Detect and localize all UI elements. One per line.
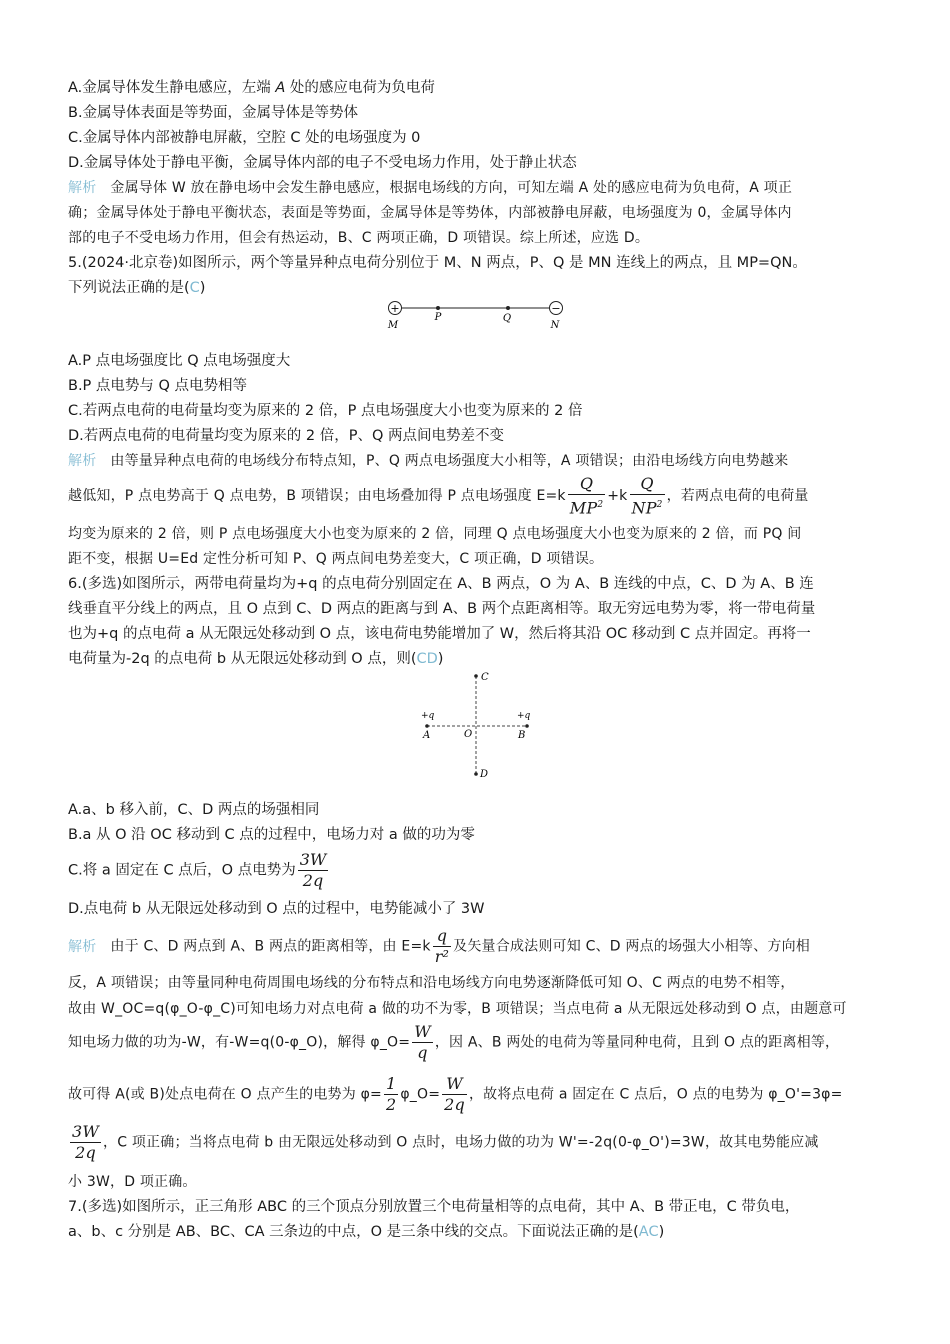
- q4-option-d: D.金属导体处于静电平衡，金属导体内部的电子不受电场力作用，处于静止状态: [68, 155, 577, 171]
- fraction-q-np2: $\frac{Q}{NP^2}$: [631, 474, 663, 518]
- q6-option-c: C.将 a 固定在 C 点后，O 点电势为 $\frac{3W}{2q}$: [68, 850, 327, 890]
- point-b: [525, 724, 529, 728]
- fraction-w-q: $\frac{W}{q}$: [414, 1022, 431, 1062]
- label-plus-q-a: +q: [421, 711, 435, 721]
- q4-option-c: C.金属导体内部被静电屏蔽，空腔 C 处的电场强度为 0: [68, 130, 421, 146]
- label-m: M: [387, 320, 399, 331]
- q6-stem-line-4: 电荷量为-2q 的点电荷 b 从无限远处移动到 O 点，则(CD): [68, 651, 444, 667]
- q5-stem-line-2: 下列说法正确的是(C): [68, 280, 206, 296]
- q6-figure: [415, 670, 540, 782]
- q5-option-d: D.若两点电荷的电荷量均变为原来的 2 倍，P、Q 两点间电势差不变: [68, 428, 504, 444]
- label-o: O: [464, 729, 473, 740]
- solution-tag: 解析: [68, 453, 97, 469]
- point-c: [474, 674, 478, 678]
- svg-text:+: +: [390, 302, 400, 315]
- q4-solution-line-2: 确；金属导体处于静电平衡状态，表面是等势面，金属导体是等势体，内部被静电屏蔽，电场强度为 0，金属导体内: [68, 205, 792, 221]
- label-p: P: [434, 312, 442, 323]
- label-plus-q-b: +q: [517, 711, 531, 721]
- q6-answer: CD: [416, 651, 438, 667]
- q5-solution-line-4: 距不变，根据 U=Ed 定性分析可知 P、Q 两点间电势差变大，C 项正确，D 项错误。: [68, 551, 604, 567]
- q6-solution-line-3: 故由 W_OC=q(φ_O-φ_C)可知电场力对点电荷 a 做的功不为零，B 项错误；当点电荷 a 从无限远处移动到 O 点，由题意可: [68, 1001, 847, 1017]
- q5-option-a: A.P 点电场强度比 Q 点电场强度大: [68, 353, 291, 369]
- q5-stem-line-1: 5.(2024·北京卷)如图所示，两个等量异种点电荷分别位于 M、N 两点，P、Q 是 MN 连线上的两点，且 MP=QN。: [68, 255, 807, 271]
- point-q: [506, 306, 510, 310]
- q6-option-d: D.点电荷 b 从无限远处移动到 O 点的过程中，电势能减小了 3W: [68, 901, 485, 917]
- label-b: B: [518, 730, 526, 741]
- label-a: A: [423, 730, 431, 741]
- q5-solution-line-3: 均变为原来的 2 倍，则 P 点电场强度大小也变为原来的 2 倍，同理 Q 点电场强度大小也变为原来的 2 倍，而 PQ 间: [68, 526, 802, 542]
- q6-stem-line-3: 也为+q 的点电荷 a 从无限远处移动到 O 点，该电荷电势能增加了 W，然后将其沿 OC 移动到 C 点并固定。再将一: [68, 626, 811, 642]
- q5-answer: C: [189, 280, 200, 296]
- q6-option-b: B.a 从 O 沿 OC 移动到 C 点的过程中，电场力对 a 做的功为零: [68, 827, 475, 843]
- label-q: Q: [502, 313, 512, 324]
- q4-option-a: A.金属导体发生静电感应，左端 A 处的感应电荷为负电荷: [68, 80, 435, 96]
- q6-stem-line-2: 线垂直平分线上的两点，且 O 点到 C、D 两点的距离与到 A、B 两个点距离相等。取无穷远电势为零，将一带电荷量: [68, 601, 816, 617]
- q5-solution-line-2: 越低知，P 点电势高于 Q 点电势，B 项错误；由电场叠加得 P 点电场强度 E=k $\frac{Q}{MP^2}$ +k $\frac{Q}{NP^2}$ ，若两点电荷的电荷量: [68, 474, 809, 518]
- q6-option-a: A.a、b 移入前，C、D 两点的场强相同: [68, 802, 320, 818]
- q5-option-c: C.若两点电荷的电荷量均变为原来的 2 倍，P 点电场强度大小也变为原来的 2 倍: [68, 403, 583, 419]
- point-d: [474, 772, 478, 776]
- label-d: D: [480, 769, 489, 780]
- label-c: C: [481, 672, 489, 683]
- solution-tag: 解析: [68, 180, 97, 196]
- q4-option-b: B.金属导体表面是等势面，金属导体是等势体: [68, 105, 359, 121]
- fraction-w-2q: $\frac{W}{2q}$: [444, 1074, 465, 1114]
- fraction-3w-2q: $\frac{3W}{2q}$: [299, 850, 327, 890]
- q6-solution-line-2: 反，A 项错误；由等量同种电荷周围电场线的分布特点和沿电场线方向电势逐渐降低可知 O、C 两点的电势不相等，: [68, 975, 795, 991]
- fraction-q-r2: $\frac{q}{\text{r²}}$: [434, 926, 450, 966]
- q6-solution-line-4: 知电场力做的功为-W，有-W=q(0-φ_O)，解得 φ_O= $\frac{W}{q}$ ，因 A、B 两处的电荷为等量同种电荷，且到 O 点的距离相等，: [68, 1022, 840, 1062]
- q6-solution-line-1: 解析 由于 C、D 两点到 A、B 两点的距离相等，由 E=k $\frac{q}{\text{r²}}$ 及矢量合成法则可知 C、D 两点的场强大小相等、方向相: [68, 926, 811, 966]
- q5-option-b: B.P 点电势与 Q 点电势相等: [68, 378, 248, 394]
- point-a: [425, 724, 429, 728]
- fraction-q-mp2: $\frac{Q}{MP^2}$: [569, 474, 604, 518]
- q7-stem-line-1: 7.(多选)如图所示，正三角形 ABC 的三个顶点分别放置三个电荷量相等的点电荷，其中 A、B 带正电，C 带负电，: [68, 1199, 800, 1215]
- q6-stem-line-1: 6.(多选)如图所示，两带电荷量均为+q 的点电荷分别固定在 A、B 两点，O 为 A、B 连线的中点，C、D 为 A、B 连: [68, 576, 814, 592]
- q7-answer: AC: [638, 1224, 659, 1240]
- q6-solution-line-6: $\frac{3W}{2q}$ ，C 项正确；当将点电荷 b 由无限远处移动到 O 点时，电场力做的功为 W'=-2q(0-φ_O')=3W，故其电势能应减: [72, 1122, 819, 1162]
- label-n: N: [550, 320, 560, 331]
- q6-solution-line-5: 故可得 A(或 B)处点电荷在 O 点产生的电势为 φ= $\frac{1}{2}$ φ_O= $\frac{W}{2q}$ ，故将点电荷 a 固定在 C 点后，O 点的电势为 φ_O'=3φ=: [68, 1074, 843, 1114]
- q4-solution-line-1: 解析 金属导体 W 放在静电场中会发生静电感应，根据电场线的方向，可知左端 A 处的感应电荷为负电荷，A 项正: [68, 180, 793, 196]
- fraction-3w-2q: $\frac{3W}{2q}$: [72, 1122, 100, 1162]
- solution-tag: 解析: [68, 938, 97, 955]
- point-p: [436, 306, 440, 310]
- svg-text:−: −: [551, 302, 561, 315]
- q7-stem-line-2: a、b、c 分别是 AB、BC、CA 三条边的中点，O 是三条中线的交点。下面说法正确的是(AC): [68, 1224, 665, 1240]
- fraction-one-half: $\frac{1}{2}$: [385, 1074, 397, 1114]
- q4-solution-line-3: 部的电子不受电场力作用，但会有热运动，B、C 两项正确，D 项错误。综上所述，应选 D。: [68, 230, 650, 246]
- q5-figure: [380, 296, 570, 336]
- q5-solution-line-1: 解析 由等量异种点电荷的电场线分布特点知，P、Q 两点电场强度大小相等，A 项错误；由沿电场线方向电势越来: [68, 453, 789, 469]
- q6-solution-line-7: 小 3W，D 项正确。: [68, 1174, 197, 1190]
